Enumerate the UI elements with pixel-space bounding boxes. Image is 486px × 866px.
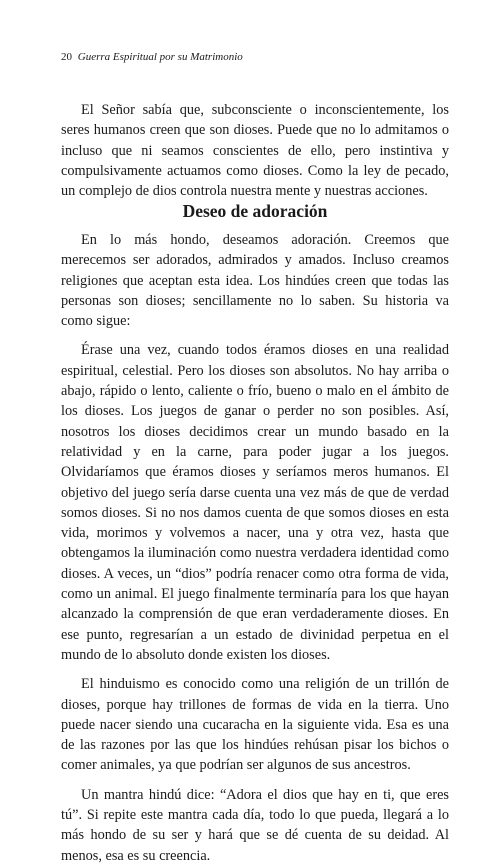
running-header (61, 51, 243, 63)
section-heading: Deseo de adoración (182, 201, 328, 221)
paragraph: El Señor sabía que, subconsciente o inconscientemente, los seres humanos creen que son dioses. Puede que no lo admitamos o incluso que ni seamos conscientes de ello, pero instintiva y compulsivamente actuamos como dioses. Como la ley de pecado, un complejo de dios controla nuestra mente y nuestras acciones. (61, 102, 449, 200)
page-number: 20 (61, 51, 72, 63)
paragraph: Un mantra hindú dice: “Adora el dios que hay en ti, que eres tú”. Si repite este mantra cada día, todo lo que pueda, llegará a lo más hondo de su ser y hará que se dé cuenta de su deidad. Al menos, esa es su creencia. (61, 786, 449, 864)
intro-text (61, 100, 449, 201)
running-title: Guerra Espiritual por su Matrimonio (77, 51, 243, 63)
paragraph: Érase una vez, cuando todos éramos dioses en una realidad espiritual, celestial. Pero los dioses son absolutos. No hay arriba o abajo, rápido o lento, caliente o frío, bueno o malo en el ámbito de los dioses. Los juegos de ganar o perder no son posibles. Así, nosotros los dioses decidimos crear un mundo basado en la relatividad y en la carne, para poder jugar a los juegos. Olvidaríamos que éramos dioses y seríamos meros humanos. El objetivo del juego sería darse cuenta una vez más de que de verdad somos dioses. Si no nos damos cuenta de que somos dioses en esta vida, morimos y volvemos a nacer, una y otra vez, hasta que obtengamos la iluminación como nuestra verdadera identidad como dioses. A veces, un “dios” podría renacer como otra forma de vida, como un animal. El juego finalmente terminaría para los que hayan alcanzado la comprensión de que eran verdaderamente dioses. En ese punto, regresarían a un estado de divinidad perpetua en el mundo de lo absoluto donde existen los dioses. (61, 342, 449, 663)
body-text (61, 230, 449, 866)
paragraph: El hinduismo es conocido como una religión de un trillón de dioses, porque hay trillones de formas de vida en la tierra. Uno puede nacer siendo una cucaracha en la siguiente vida. Esa es una de las razones por las que los hindúes rehúsan pisar los bichos o comer animales, ya que podrían ser algunos de sus ancestros. (61, 676, 449, 774)
paragraph: En lo más hondo, deseamos adoración. Creemos que merecemos ser adorados, admirados y amados. Incluso creamos religiones que aceptan esta idea. Los hindúes creen que todas las personas son dioses; sencillamente no lo saben. Su historia va como sigue: (61, 232, 449, 330)
